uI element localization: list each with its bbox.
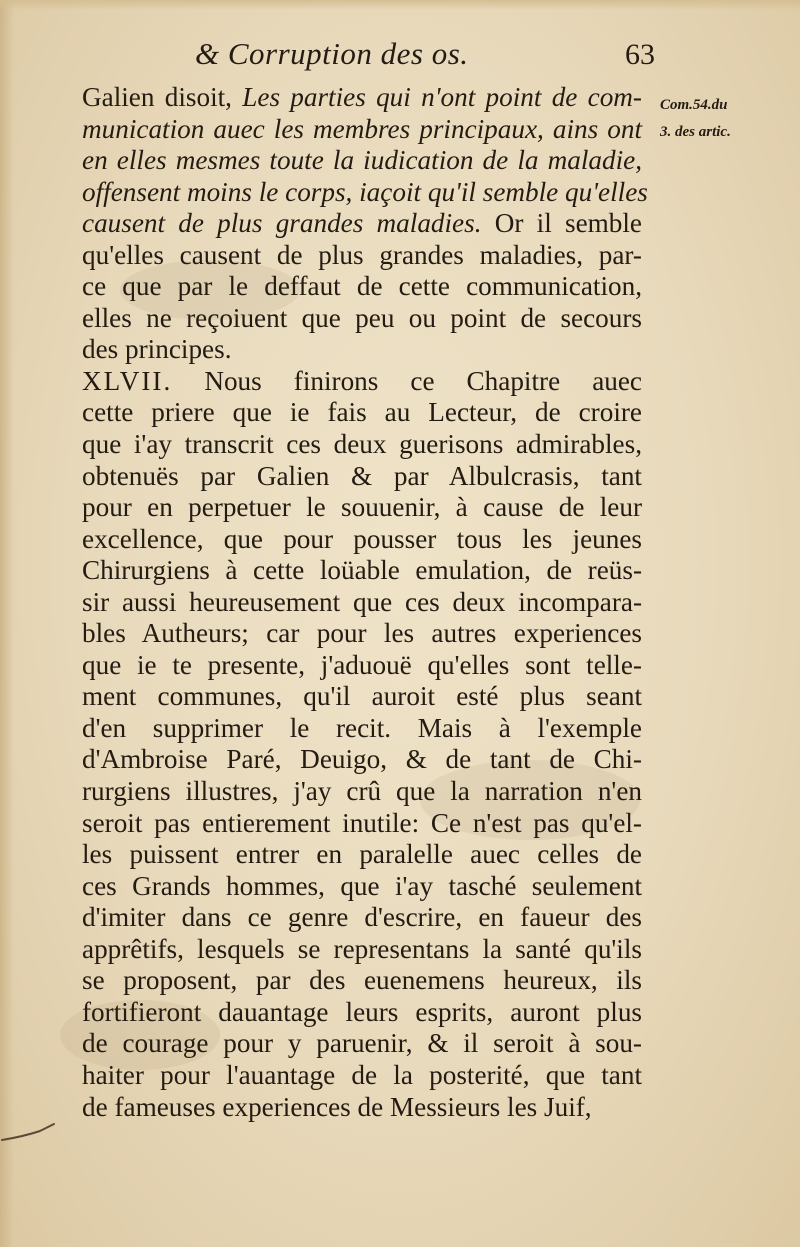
- text-line: [82, 744, 642, 776]
- text-line: [82, 713, 642, 745]
- margin-note-line: Com.54.du: [660, 97, 728, 113]
- ink-scratch-mark: [0, 1118, 58, 1146]
- text-line: [82, 902, 642, 934]
- text-segment: offensent moins le corps, iaçoit qu'il semble qu'elles: [82, 176, 648, 207]
- text-line: [82, 808, 642, 840]
- text-line: [82, 334, 642, 366]
- text-segment: fortifieront dauantage leurs esprits, auront plus: [82, 996, 642, 1027]
- text-segment: excellence, que pour pousser tous les jeunes: [82, 523, 642, 554]
- text-line: [82, 587, 642, 619]
- text-segment: ce que par le deffaut de cette communication,: [82, 271, 642, 302]
- text-line: [82, 965, 642, 997]
- text-line: [82, 839, 642, 871]
- text-line: [82, 366, 642, 398]
- text-segment: ces Grands hommes, que i'ay tasché seulement: [82, 870, 642, 901]
- text-line: [82, 208, 642, 240]
- text-segment: ment communes, qu'il auroit esté plus seant: [82, 681, 642, 712]
- text-line: [82, 871, 642, 903]
- text-segment: seroit pas entierement inutile: Ce n'est pas qu'el-: [82, 807, 642, 838]
- text-line: [82, 461, 642, 493]
- text-segment: Nous finirons ce Chapitre auec: [172, 365, 642, 396]
- text-segment: haiter pour l'auantage de la posterité, que tant: [82, 1059, 642, 1090]
- text-segment: en elles mesmes toute la iudication de la maladie,: [82, 145, 642, 176]
- text-line: [82, 776, 642, 808]
- page-top-edge: [0, 0, 800, 10]
- text-line: [82, 271, 642, 303]
- text-line: [82, 997, 642, 1029]
- text-line: [82, 618, 642, 650]
- margin-note-line: 3. des artic.: [660, 124, 731, 140]
- text-line: [82, 397, 642, 429]
- text-line: [82, 176, 648, 209]
- text-segment: des principes.: [82, 334, 232, 365]
- text-segment: de courage pour y paruenir, & il seroit à sou-: [82, 1028, 642, 1059]
- text-line: [82, 114, 642, 146]
- text-segment: bles Autheurs; car pour les autres experiences: [82, 618, 642, 649]
- text-segment: cette priere que ie fais au Lecteur, de croire: [82, 397, 642, 428]
- text-line: [82, 492, 642, 524]
- page-number: 63: [625, 38, 655, 71]
- running-head-title: & Corruption des os.: [195, 36, 469, 71]
- text-segment: Or il semble: [481, 208, 642, 239]
- text-segment: causent de plus grandes maladies.: [82, 208, 482, 239]
- text-segment: munication auec les membres principaux, ains ont: [82, 113, 642, 144]
- text-line: [82, 1092, 642, 1124]
- text-segment: qu'elles causent de plus grandes maladies, par-: [82, 239, 642, 270]
- text-segment: Les parties qui n'ont point de com-: [242, 82, 642, 112]
- running-head: [195, 36, 655, 84]
- text-segment: obtenuës par Galien & par Albulcrasis, tant: [82, 460, 642, 491]
- text-segment: Galien disoit,: [82, 82, 243, 112]
- text-segment: se proposent, par des euenemens heureux, ils: [82, 965, 642, 996]
- text-line: [82, 145, 642, 177]
- page-left-edge: [0, 0, 14, 1247]
- text-segment: que ie te presente, j'aduouë qu'elles sont telle-: [82, 649, 642, 680]
- text-line: [82, 1060, 642, 1092]
- text-line: [82, 524, 642, 556]
- text-segment: rurgiens illustres, j'ay crû que la narration n'en: [82, 776, 642, 807]
- text-segment: pour en perpetuer le souuenir, à cause de leur: [82, 492, 642, 523]
- text-segment: d'imiter dans ce genre d'escrire, en faueur des: [82, 902, 642, 933]
- text-segment: de fameuses experiences de Messieurs les Juif,: [82, 1091, 592, 1122]
- section-number: XLVII.: [82, 365, 173, 396]
- text-line: [82, 934, 642, 966]
- body-text: [82, 82, 648, 1123]
- text-segment: elles ne reçoiuent que peu ou point de secours: [82, 302, 642, 333]
- text-segment: apprêtifs, lesquels se representans la santé qu'ils: [82, 933, 642, 964]
- text-segment: sir aussi heureusement que ces deux incompara-: [82, 586, 642, 617]
- text-segment: que i'ay transcrit ces deux guerisons admirables,: [82, 429, 642, 460]
- text-line: [82, 240, 642, 272]
- text-segment: d'en supprimer le recit. Mais à l'exemple: [82, 712, 642, 743]
- text-line: [82, 555, 642, 587]
- text-segment: Chirurgiens à cette loüable emulation, de reüs-: [82, 555, 642, 586]
- margin-note: [660, 92, 790, 146]
- text-segment: d'Ambroise Paré, Deuigo, & de tant de Chi-: [82, 744, 642, 775]
- text-line: [82, 82, 642, 114]
- text-line: [82, 681, 642, 713]
- text-line: [82, 303, 642, 335]
- text-segment: les puissent entrer en paralelle auec celles de: [82, 839, 642, 870]
- text-line: [82, 650, 642, 682]
- text-line: [82, 1028, 642, 1060]
- text-line: [82, 429, 642, 461]
